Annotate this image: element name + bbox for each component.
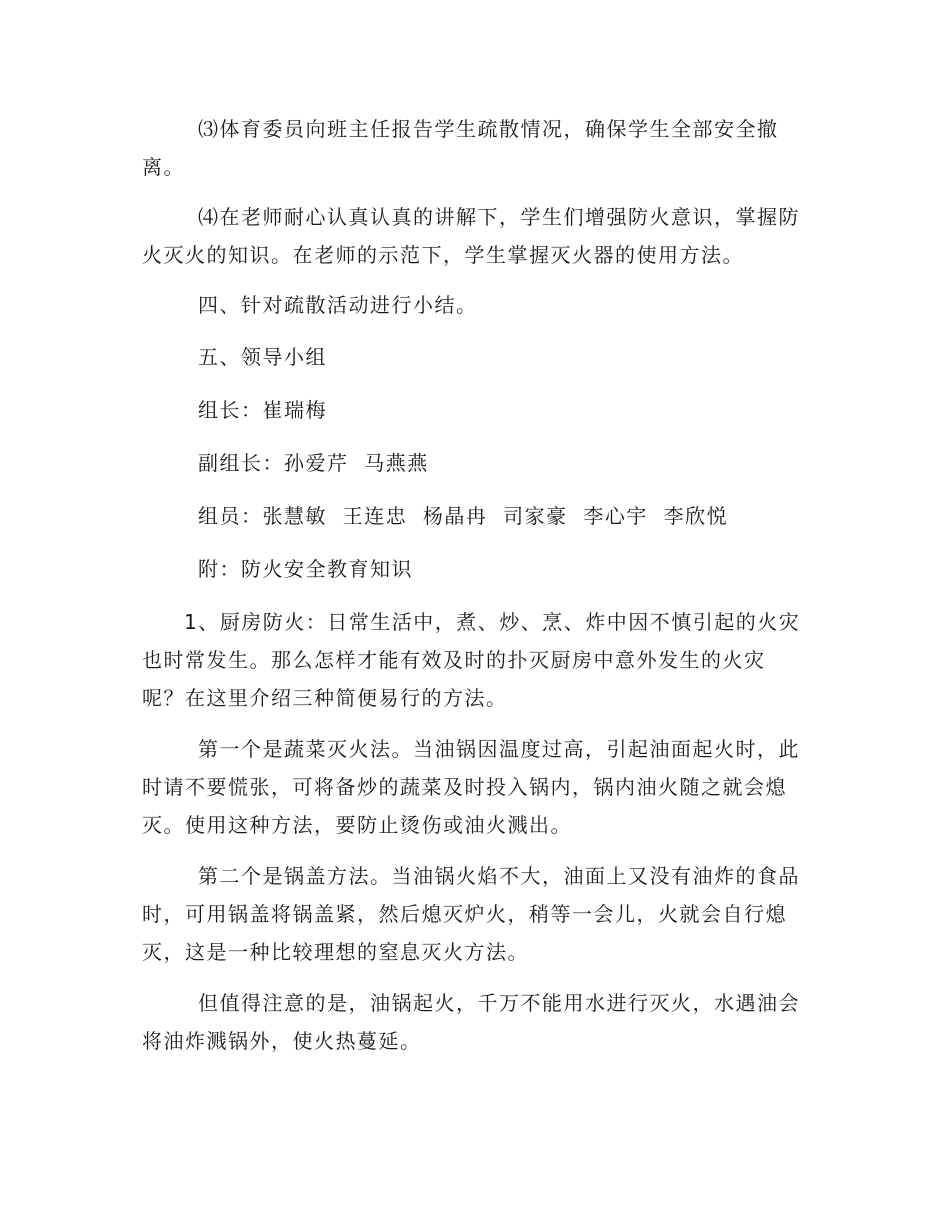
text-line: 将油炸溅锅外，使火热蔓延。 — [142, 1029, 422, 1053]
paragraph-evacuation-report — [142, 110, 810, 186]
text-line: 附：防火安全教育知识 — [198, 557, 413, 581]
text-line: 第一个是蔬菜灭火法。当油锅因温度过高，引起油面起火时，此 — [198, 737, 800, 761]
text-line: 五、领导小组 — [198, 345, 327, 369]
text-line: 第二个是锅盖方法。当油锅火焰不大，油面上又没有油炸的食品 — [198, 864, 800, 888]
text-line: 时，可用锅盖将锅盖紧，然后熄灭炉火，稍等一会儿，火就会自行熄 — [142, 902, 787, 926]
text-line: 四、针对疏散活动进行小结。 — [198, 293, 478, 317]
paragraph-fire-knowledge — [142, 198, 810, 274]
text-line: 时请不要慌张，可将备炒的蔬菜及时投入锅内，锅内油火随之就会熄 — [142, 775, 787, 799]
text-line: ⑶体育委员向班主任报告学生疏散情况，确保学生全部安全撤 — [198, 117, 779, 141]
paragraph-lid-method — [142, 857, 810, 971]
paragraph-kitchen-fire — [142, 603, 810, 717]
text-line: 火灭火的知识。在老师的示范下，学生掌握灭火器的使用方法。 — [142, 243, 744, 267]
appendix-heading — [142, 550, 810, 588]
text-line: 灭。使用这种方法，要防止烫伤或油火溅出。 — [142, 813, 572, 837]
paragraph-summary — [142, 286, 810, 324]
text-line: 但值得注意的是，油锅起火，千万不能用水进行灭火，水遇油会 — [198, 991, 800, 1015]
text-line: 1、厨房防火：日常生活中，煮、炒、烹、炸中因不慎引起的火灾 — [184, 610, 801, 634]
text-line: 也时常发生。那么怎样才能有效及时的扑灭厨房中意外发生的火灾 — [142, 648, 766, 672]
deputy-leader-line — [142, 444, 810, 482]
leadership-heading — [142, 338, 810, 376]
text-line: ⑷在老师耐心认真认真的讲解下，学生们增强防火意识，掌握防 — [198, 205, 800, 229]
leader-line — [142, 391, 810, 429]
text-line: 离。 — [142, 155, 185, 179]
members-line — [142, 497, 810, 535]
paragraph-water-warning — [142, 984, 810, 1060]
paragraph-vegetable-method — [142, 730, 810, 844]
text-line: 副组长：孙爱芹 马燕燕 — [198, 451, 429, 475]
text-line: 组长：崔瑞梅 — [198, 398, 327, 422]
text-line: 灭，这是一种比较理想的窒息灭火方法。 — [142, 940, 529, 964]
text-line: 组员：张慧敏 王连忠 杨晶冉 司家豪 李心宇 李欣悦 — [198, 504, 729, 528]
text-line: 呢？在这里介绍三种简便易行的方法。 — [142, 686, 508, 710]
